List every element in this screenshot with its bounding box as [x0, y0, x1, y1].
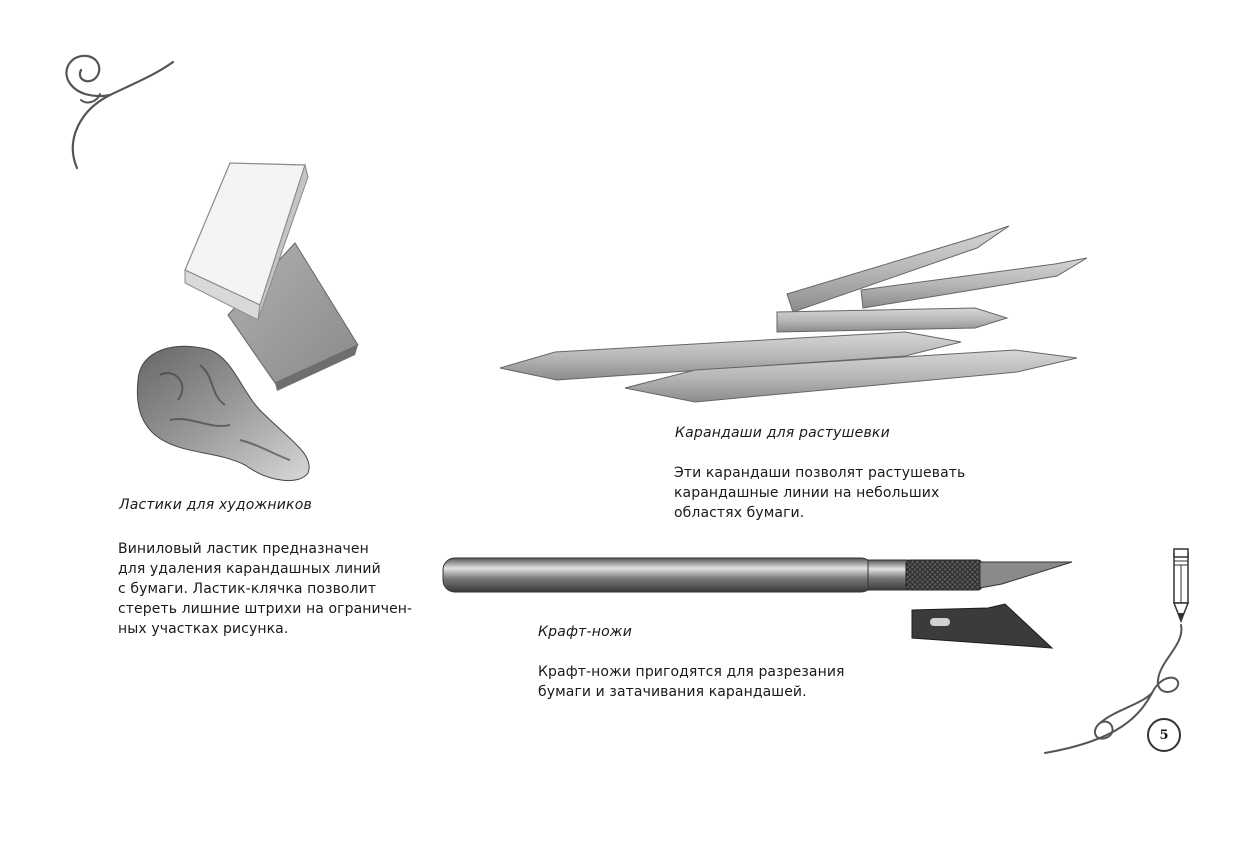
erasers-caption: Ластики для художников: [119, 497, 312, 513]
craft-knives-description: Крафт-ножи пригодятся для разрезания бумаги и затачивания карандашей.: [538, 664, 845, 700]
erasers-image: [130, 155, 370, 485]
craft-knife-image: [440, 552, 1080, 652]
blending-stumps-image: [495, 220, 1095, 410]
page-number: 5: [1147, 718, 1181, 752]
blending-stumps-description: Эти карандаши позволят растушевать карандашные линии на небольших областях бумаги.: [674, 465, 966, 521]
pencil-ornament-icon: [1040, 545, 1210, 760]
erasers-description: Виниловый ластик предназначен для удаления карандашных линий с бумаги. Ластик-клячка позволит стереть лишние штрихи на ограничен- ных участках рисунка.: [118, 541, 413, 637]
craft-knives-caption: Крафт-ножи: [538, 624, 633, 640]
blending-stumps-caption: Карандаши для растушевки: [675, 425, 890, 441]
